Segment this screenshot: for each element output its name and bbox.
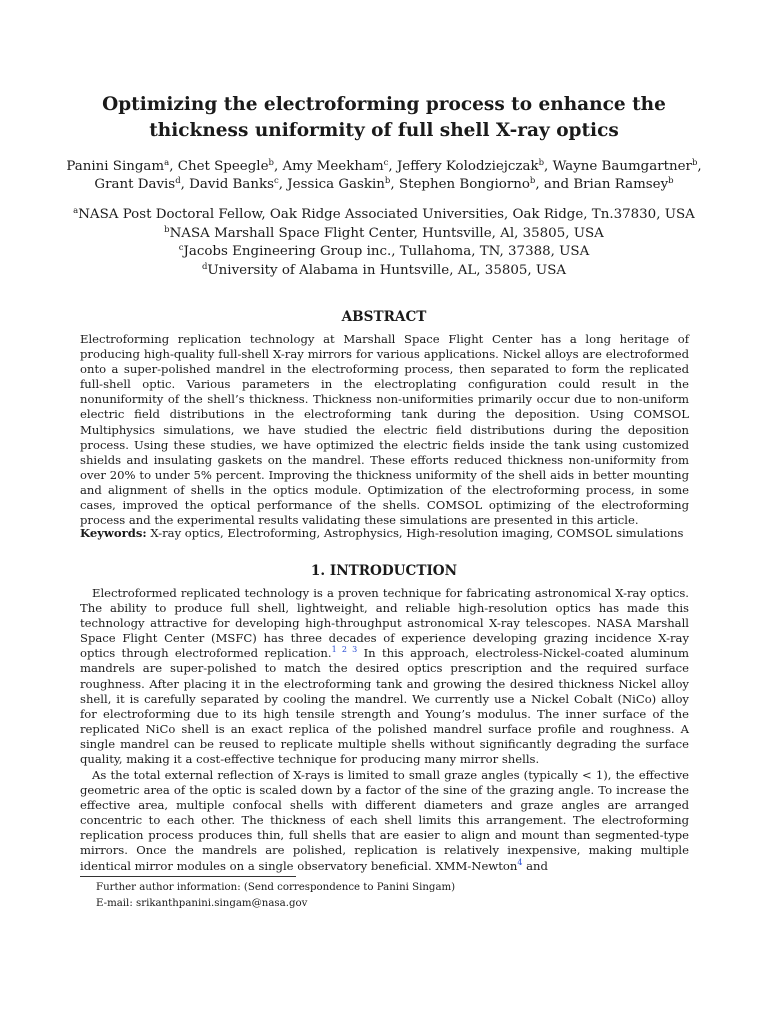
author-baumgartner: Wayne Baumgartner$^b$ bbox=[552, 158, 698, 174]
footnote-author-info: Further author information: (Send correspondence to Panini Singam) bbox=[96, 882, 456, 893]
abstract-heading: ABSTRACT bbox=[341, 309, 427, 325]
abstract-text: Electroforming replication technology at Marshall Space Flight Center has a long heritage of producing high-quality full-shell X-ray mirrors for various applications. Nickel alloys are electroformed onto a super-polished mandrel in the electroforming process, then separated to form the replicated full-shell optic. Various parameters in the electroplating configuration could result in the nonuniformity of the shell’s thickness. Thickness non-uniformities primarily occur due to non-uniform electric field distributions in the electroforming tank during the deposition. Using COMSOL Multiphysics simulations, we have studied the electric field distributions during the deposition process. Using these studies, we have optimized the electric fields inside the tank using customized shields and insulating gaskets on the mandrel. These efforts reduced thickness non-uniformity from over 20% to under 5% percent. Improving the thickness uniformity of the shell aids in better mounting and alignment of shells in the optics module. Optimization of the electroforming process, in some cases, improved the optical performance of the shells. COMSOL optimizing of the electroforming process and the experimental results validating these simulations are presented in this article. bbox=[80, 332, 689, 528]
author-kolodziejczak: Jeffery Kolodziejczak$^b$ bbox=[396, 158, 545, 174]
author-singam: Panini Singam$^a$ bbox=[66, 158, 170, 174]
citation-link[interactable]: 4 bbox=[517, 857, 523, 867]
keywords-label: Keywords: bbox=[80, 526, 147, 540]
footnotes bbox=[96, 880, 455, 912]
author-list bbox=[40, 158, 728, 194]
introduction-heading: 1. INTRODUCTION bbox=[310, 563, 458, 579]
introduction-paragraph-2: As the total external reflection of X-rays is limited to small graze angles (typically < 1), the effective geometric area of the optic is scaled down by a factor of the sine of the grazing angle. To increase the effective area, multiple confocal shells with different diameters and graze angles are arranged concentric to each other. The thickness of each shell limits this arrangement. The electroforming replication process produces thin, full shells that are easier to align and mount than segmented-type mirrors. Once the mandrels are polished, replication is relatively inexpensive, making multiple identical mirror modules on a single observatory beneficial. XMM-Newton$^4$ and bbox=[80, 768, 689, 873]
author-gaskin: Jessica Gaskin$^b$ bbox=[287, 176, 391, 192]
author-line-2: Grant Davis$^d$, David Banks$^c$, Jessica Gaskin$^b$, Stephen Bongiorno$^b$, and Brian Ramsey$^b$ bbox=[94, 176, 674, 192]
author-ramsey: Brian Ramsey$^b$ bbox=[573, 176, 674, 192]
title-line-2: thickness uniformity of full shell X-ray optics bbox=[149, 120, 619, 141]
affiliation-list bbox=[40, 206, 728, 280]
author-meekham: Amy Meekham$^c$ bbox=[282, 158, 389, 174]
citation-link[interactable]: 1 2 3 bbox=[331, 645, 358, 655]
introduction-paragraph-1: Electroformed replicated technology is a proven technique for fabricating astronomical X-ray optics. The ability to produce full shell, lightweight, and reliable high-resolution optics has made this technology attractive for developing high-throughput astronomical X-ray telescopes. NASA Marshall Space Flight Center (MSFC) has three decades of experience developing grazing incidence X-ray optics through electroformed replication.$^{1 2 3}$ In this approach, electroless-Nickel-coated aluminum mandrels are super-polished to match the desired optics prescription and the required surface roughness. After placing it in the electroforming tank and growing the desired thickness Nickel alloy shell, it is carefully separated by cooling the mandrel. We currently use a Nickel Cobalt (NiCo) alloy for electroforming due to its high tensile strength and Young’s modulus. The inner surface of the replicated NiCo shell is an exact replica of the polished mandrel surface profile and roughness. A single mandrel can be reused to replicate multiple shells without significantly degrading the surface quality, making it a cost-effective technique for producing many mirror shells. bbox=[80, 586, 689, 767]
paper-title bbox=[60, 92, 708, 144]
keywords-text: X-ray optics, Electroforming, Astrophysics, High-resolution imaging, COMSOL simulations bbox=[150, 526, 684, 540]
affiliation-c: $^c$Jacobs Engineering Group inc., Tullahoma, TN, 37388, USA bbox=[178, 243, 590, 259]
author-speegle: Chet Speegle$^b$ bbox=[177, 158, 274, 174]
author-bongiorno: Stephen Bongiorno$^b$ bbox=[398, 176, 536, 192]
affiliation-b: $^b$NASA Marshall Space Flight Center, Huntsville, Al, 35805, USA bbox=[164, 224, 604, 241]
keywords bbox=[80, 526, 700, 541]
affiliation-a: $^a$NASA Post Doctoral Fellow, Oak Ridge Associated Universities, Oak Ridge, Tn.37830, USA bbox=[73, 206, 695, 222]
footnote-divider bbox=[80, 876, 296, 877]
footnote-email: E-mail: srikanthpanini.singam@nasa.gov bbox=[96, 898, 308, 909]
author-davis: Grant Davis$^d$ bbox=[94, 176, 181, 192]
affiliation-d: $^d$University of Alabama in Huntsville, AL, 35805, USA bbox=[201, 261, 567, 278]
title-line-1: Optimizing the electroforming process to enhance the bbox=[102, 94, 666, 115]
author-banks: David Banks$^c$ bbox=[189, 176, 279, 192]
author-line-1: Panini Singam$^a$, Chet Speegle$^b$, Amy Meekham$^c$, Jeffery Kolodziejczak$^b$, Wayne Baumgartner$^b$, bbox=[66, 158, 702, 174]
